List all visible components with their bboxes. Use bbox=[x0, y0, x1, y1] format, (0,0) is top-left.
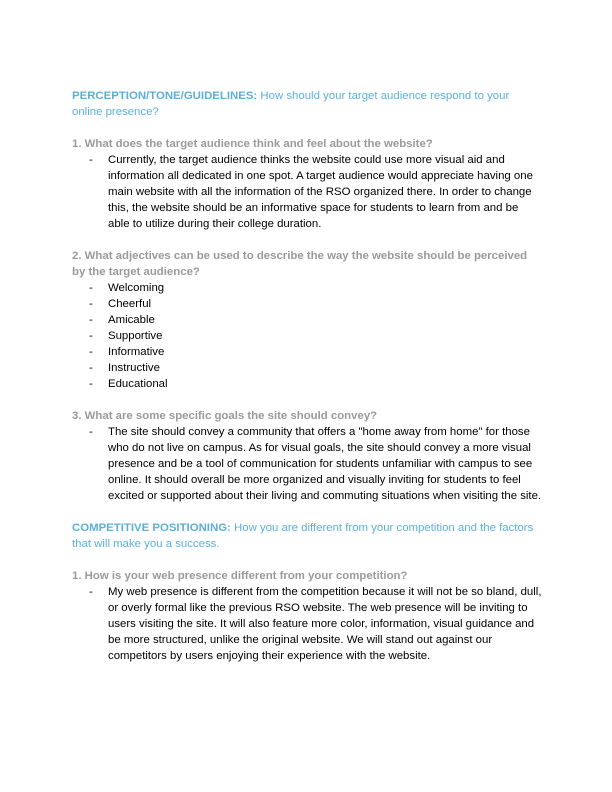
adjective-item: - Instructive bbox=[72, 360, 542, 376]
perception-question-1: 1. What does the target audience think and feel about the website? bbox=[72, 138, 433, 150]
perception-question-3: 3. What are some specific goals the site should convey? bbox=[72, 410, 378, 422]
spacer bbox=[72, 120, 542, 136]
competitive-answer-1-list bbox=[72, 584, 542, 664]
adjective-item: - Supportive bbox=[72, 328, 542, 344]
spacer bbox=[72, 552, 542, 568]
perception-answer-3: - The site should convey a community that offers a "home away from home" for those who do not live on campus. As for visual goals, the site should convey a more visual presence and be a tool of communication for students unfamiliar with campus to see online. It should overall be more organized and visually inviting for students to feel excited or supported about their living and commuting situations when visiting the site. bbox=[72, 424, 542, 504]
perception-answer-1: - Currently, the target audience thinks the website could use more visual aid and information all dedicated in one spot. A target audience would appreciate having one main website with all the information of the RSO organized there. In order to change this, the website should be an informative space for students to learn from and be able to utilize during their college duration. bbox=[72, 152, 542, 232]
competitive-answer-1: - My web presence is different from the competition because it will not be so bland, dull, or overly formal like the previous RSO website. The web presence will be inviting to users visiting the site. It will also feature more color, information, visual guidance and be more structured, unlike the original website. We will stand out against our competitors by users enjoying their experience with the website. bbox=[72, 584, 542, 664]
adjective-item: - Cheerful bbox=[72, 296, 542, 312]
perception-answer-3-list bbox=[72, 424, 542, 504]
adjective-item: - Educational bbox=[72, 376, 542, 392]
adjective-item: - Amicable bbox=[72, 312, 542, 328]
perception-section-heading bbox=[72, 88, 542, 120]
document-content bbox=[72, 88, 542, 664]
adjective-list bbox=[72, 280, 542, 392]
perception-section-label: PERCEPTION/TONE/GUIDELINES: bbox=[72, 90, 258, 102]
spacer bbox=[72, 392, 542, 408]
perception-question-2: 2. What adjectives can be used to describe the way the website should be perceived by the target audience? bbox=[72, 250, 528, 278]
adjective-item: - Welcoming bbox=[72, 280, 542, 296]
perception-section-description: How should your target audience respond to your online presence? bbox=[72, 90, 510, 118]
adjective-item: - Informative bbox=[72, 344, 542, 360]
perception-answer-1-list bbox=[72, 152, 542, 232]
competitive-question-1: 1. How is your web presence different from your competition? bbox=[72, 570, 408, 582]
competitive-section-heading bbox=[72, 520, 542, 552]
spacer bbox=[72, 504, 542, 520]
competitive-section-description: How you are different from your competition and the factors that will make you a success. bbox=[72, 522, 534, 550]
spacer bbox=[72, 232, 542, 248]
competitive-section-label: COMPETITIVE POSITIONING: bbox=[72, 522, 231, 534]
